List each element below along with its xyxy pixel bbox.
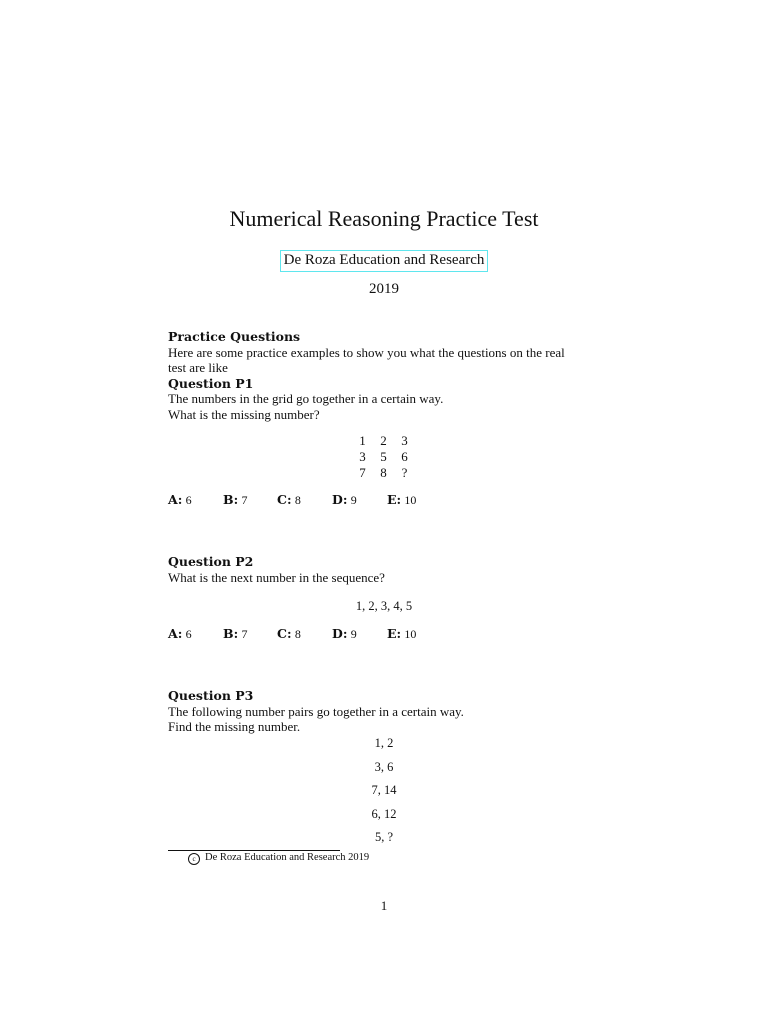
number-grid [352,433,415,481]
number-pair: 3, 6 [374,759,394,774]
grid-cell: 3 [401,433,408,448]
intro-line-2: test are like [168,360,228,375]
grid-cell: ? [401,465,408,480]
question-p2-block [168,554,600,585]
grid-cell: 8 [380,465,387,480]
question-p2-heading: Question P2 [168,554,254,569]
question-p2-line-1: What is the next number in the sequence? [168,569,385,585]
question-p2-options [168,626,608,644]
option-b[interactable]: B: 7 [223,492,248,507]
grid-cell: 6 [401,449,408,464]
option-d[interactable]: D: 9 [332,626,357,641]
grid-row [352,449,415,465]
question-p1-line-1: The numbers in the grid go together in a certain way. [168,391,444,406]
number-pairs [0,736,768,854]
question-p3-line-2: Find the missing number. [168,719,301,734]
question-p3-heading: Question P3 [168,688,254,703]
number-pair: 1, 2 [374,736,394,750]
number-sequence: 1, 2, 3, 4, 5 [355,599,413,613]
intro-block [168,329,600,422]
question-p3-block [168,688,600,735]
option-a[interactable]: A: 6 [168,492,192,507]
intro-line-1: Here are some practice examples to show you what the questions on the real [168,344,565,360]
question-p1-options [168,492,608,510]
grid-cell: 2 [380,433,387,448]
option-b[interactable]: B: 7 [223,626,248,641]
option-d[interactable]: D: 9 [332,492,357,507]
grid-cell: 7 [359,465,366,480]
grid-row [352,465,415,481]
document-date: 2019 [369,281,399,297]
grid-row [352,433,415,449]
section-heading: Practice Questions [168,329,301,344]
page-number: 1 [380,898,388,913]
grid-cell: 5 [380,449,387,464]
footnote-divider [168,850,340,851]
number-pair: 6, 12 [371,806,397,821]
option-e[interactable]: E: 10 [387,492,417,507]
question-p3-line-1: The following number pairs go together in a certain way. [168,703,464,719]
question-p1-heading: Question P1 [168,375,254,391]
number-pair: 5, ? [374,830,394,844]
option-a[interactable]: A: 6 [168,626,192,641]
option-c[interactable]: C: 8 [277,626,301,641]
grid-cell: 3 [359,449,366,464]
author-container [0,249,768,272]
number-pair: 7, 14 [371,783,397,797]
author-link[interactable]: De Roza Education and Research [280,250,489,272]
option-e[interactable]: E: 10 [387,626,417,641]
document-title: Numerical Reasoning Practice Test [229,206,539,231]
copyright-icon: c [188,853,200,865]
grid-cell: 1 [359,433,366,448]
copyright-text: De Roza Education and Research 2019 [205,852,370,863]
footnote [188,852,369,865]
question-p1-line-2: What is the missing number? [168,406,320,422]
option-c[interactable]: C: 8 [277,492,301,507]
